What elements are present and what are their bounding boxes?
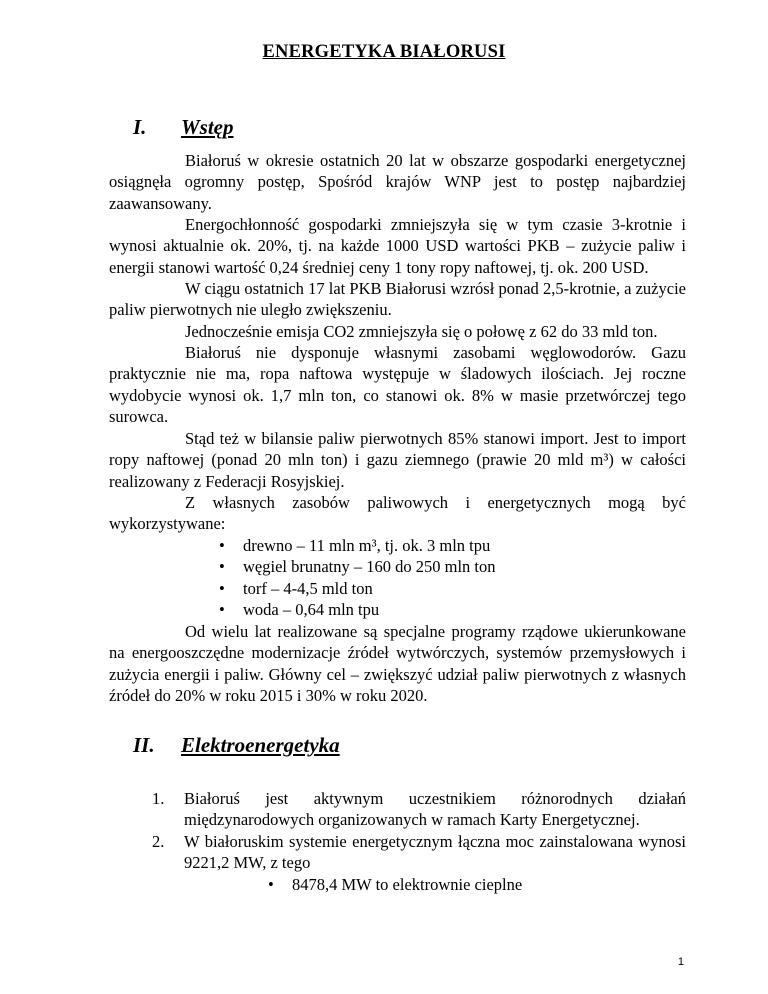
list-item: [152, 788, 686, 831]
paragraph: Białoruś w okresie ostatnich 20 lat w obszarze gospodarki energetycznej osiągnęła ogromny postęp, Spośród krajów WNP jest to postęp najbardziej zaawansowany.: [109, 151, 686, 213]
resources-list: [219, 535, 496, 621]
list-item: [152, 831, 686, 895]
list-item: • węgiel brunatny – 160 do 250 mln ton: [219, 556, 496, 577]
list-item-text: W białoruskim systemie energetycznym łączna moc zainstalowana wynosi 9221,2 MW, z tego: [184, 831, 686, 873]
section-number: I.: [133, 115, 147, 139]
sub-list: [184, 874, 686, 895]
list-item: • 8478,4 MW to elektrownie cieplne: [268, 874, 686, 895]
section-title: Wstęp: [181, 115, 234, 139]
numbered-list: [152, 788, 686, 895]
paragraph: W ciągu ostatnich 17 lat PKB Białorusi wzrósł ponad 2,5-krotnie, a zużycie paliw pierwotnych nie uległo zwiększeniu.: [109, 279, 686, 320]
paragraph: Stąd też w bilansie paliw pierwotnych 85% stanowi import. Jest to import ropy naftowej (ponad 20 mln ton) i gazu ziemnego (prawie 20 mld m³) w całości realizowany z Federacji Rosyjskiej.: [109, 429, 686, 491]
document-title: ENERGETYKA BIAŁORUSI: [262, 42, 506, 62]
paragraph: Białoruś nie dysponuje własnymi zasobami węglowodorów. Gazu praktycznie nie ma, ropa naftowa występuje w śladowych ilościach. Jej roczne wydobycie wynosi ok. 1,7 mln ton, co stanowi ok. 8% w masie przetwórczej tego surowca.: [109, 343, 686, 427]
list-item: • torf – 4-4,5 mld ton: [219, 578, 496, 599]
section-heading-2: [0, 733, 768, 761]
paragraph: Od wielu lat realizowane są specjalne programy rządowe ukierunkowane na energooszczędne modernizacje źródeł wytwórczych, systemów przemysłowych i zużycia energii i paliw. Główny cel – zwiększyć udział paliw pierwotnych z własnych źródeł do 20% w roku 2015 i 30% w roku 2020.: [109, 622, 686, 706]
list-item: • woda – 0,64 mln tpu: [219, 599, 496, 620]
paragraph: Energochłonność gospodarki zmniejszyła się w tym czasie 3-krotnie i wynosi aktualnie ok. 20%, tj. na każde 1000 USD wartości PKB – zużycie paliw i energii stanowi wartość 0,24 średniej ceny 1 tony ropy naftowej, tj. ok. 200 USD.: [109, 215, 686, 277]
list-item: • drewno – 11 mln m³, tj. ok. 3 mln tpu: [219, 535, 496, 556]
section-title: Elektroenergetyka: [181, 733, 340, 757]
list-number: 1.: [152, 789, 165, 808]
paragraph: Z własnych zasobów paliwowych i energetycznych mogą być wykorzystywane:: [109, 493, 686, 534]
list-item-text: Białoruś jest aktywnym uczestnikiem różnorodnych działań międzynarodowych organizowanych w ramach Karty Energetycznej.: [184, 789, 686, 830]
section-number: II.: [133, 733, 155, 757]
paragraph: Jednocześnie emisja CO2 zmniejszyła się o połowę z 62 do 33 mld ton.: [185, 322, 658, 341]
section-heading-1: [0, 115, 768, 143]
list-number: 2.: [152, 831, 165, 851]
page-number: 1: [677, 956, 684, 968]
